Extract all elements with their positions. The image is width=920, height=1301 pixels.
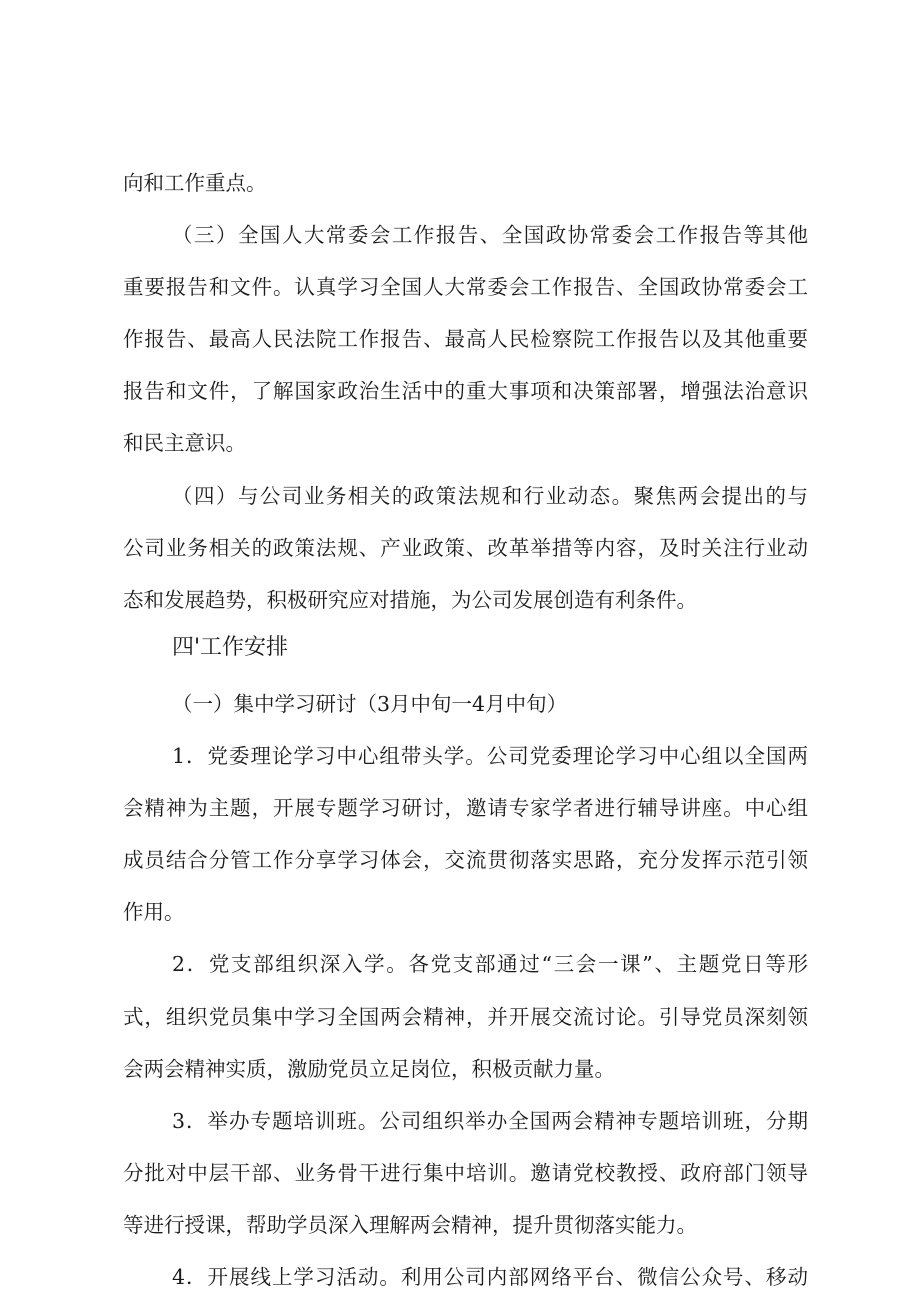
text-line: 成员结合分管工作分享学习体会，交流贯彻落实思路，充分发挥示范引领 — [123, 848, 808, 872]
text-line: 公司业务相关的政策法规、产业政策、改革举措等内容，及时关注行业动 — [123, 536, 808, 560]
text-line: 报告和文件，了解国家政治生活中的重大事项和决策部署，增强法治意识 — [123, 379, 808, 403]
text-line: 会精神为主题，开展专题学习研讨，邀请专家学者进行辅导讲座。中心组 — [123, 796, 808, 820]
section-heading: 四'工作安排 — [172, 635, 289, 660]
text-line: 会两会精神实质，激励党员立足岗位，积极贡献力量。 — [123, 1057, 615, 1081]
item-3-title: 3．举办专题培训班。公司组织举办全国两会精神专题培训班，分期 — [172, 1109, 808, 1133]
text-line: 态和发展趋势，积极研究应对措施，为公司发展创造有利条件。 — [123, 588, 697, 612]
text-line: 和民主意识。 — [123, 431, 246, 455]
item-2-title: 2．党支部组织深入学。各党支部通过“三会一课”、主题党日等形 — [172, 952, 808, 976]
section-item-4-title: （四）与公司业务相关的政策法规和行业动态。聚焦两会提出的与 — [172, 484, 808, 508]
section-item-3-title: （三）全国人大常委会工作报告、全国政协常委会工作报告等其他 — [172, 223, 808, 247]
text-line: 作报告、最高人民法院工作报告、最高人民检察院工作报告以及其他重要 — [123, 327, 808, 351]
subsection-heading: （一）集中学习研讨（3月中旬一4月中旬） — [172, 692, 568, 716]
text-line: 重要报告和文件。认真学习全国人大常委会工作报告、全国政协常委会工 — [123, 275, 808, 299]
text-line: 分批对中层干部、业务骨干进行集中培训。邀请党校教授、政府部门领导 — [123, 1161, 808, 1185]
item-4-title: 4．开展线上学习活动。利用公司内部网络平台、微信公众号、移动 — [172, 1265, 808, 1289]
text-line: 式，组织党员集中学习全国两会精神，并开展交流讨论。引导党员深刻领 — [123, 1005, 808, 1029]
text-line: 作用。 — [123, 900, 185, 924]
item-1-title: 1．党委理论学习中心组带头学。公司党委理论学习中心组以全国两 — [172, 744, 808, 768]
text-line: 向和工作重点。 — [123, 171, 267, 195]
text-line: 等进行授课，帮助学员深入理解两会精神，提升贯彻落实能力。 — [123, 1213, 697, 1237]
